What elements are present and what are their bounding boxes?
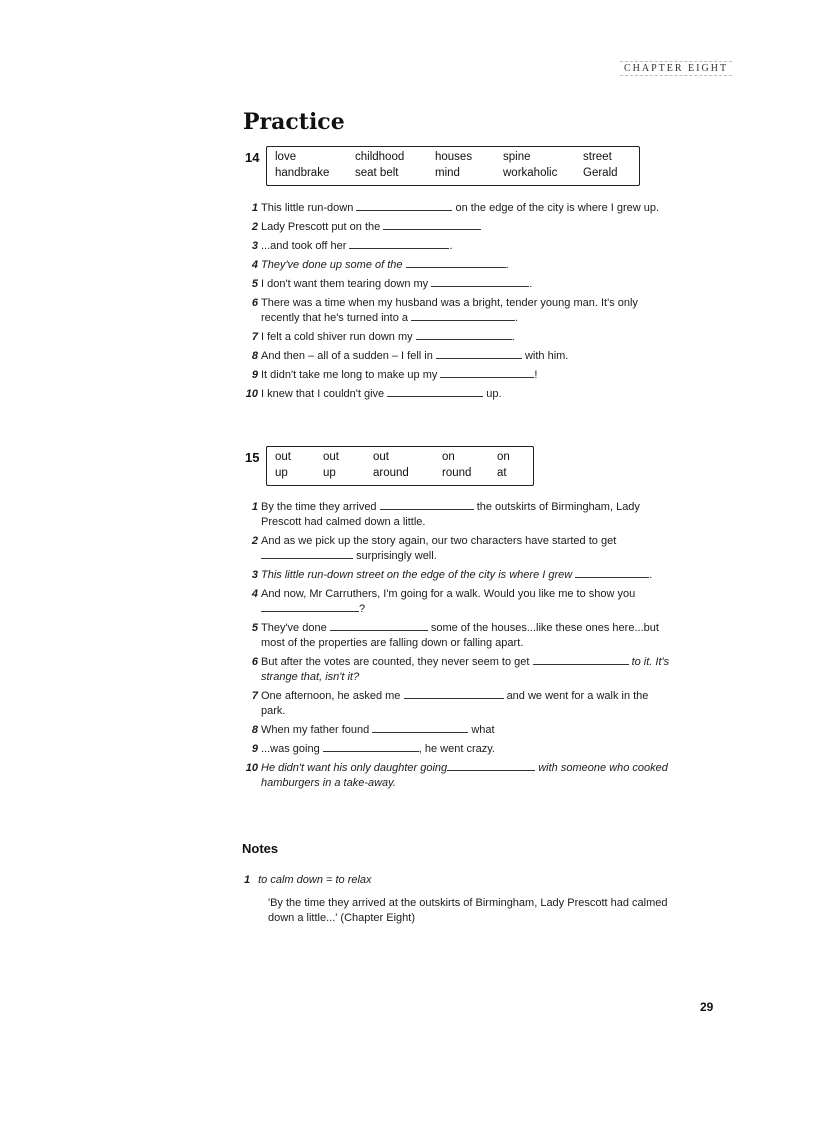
exercise-item: 7 I felt a cold shiver run down my . (251, 331, 515, 343)
exercise-item: 6 There was a time when my husband was a bright, tender young man. It's only recently that he's turned into a . (251, 297, 638, 324)
word-box-word: out (275, 451, 291, 463)
exercise-item: 8 When my father found what (251, 724, 495, 736)
notes-heading: Notes (242, 841, 279, 856)
word-box-word: up (323, 467, 336, 479)
word-box-word: love (275, 151, 297, 163)
exercise-item: 9 ...was going , he went crazy. (251, 743, 495, 755)
note-quote: 'By the time they arrived at the outskirts of Birmingham, Lady Prescott had calmed down a little...' (Chapter Eight) (268, 897, 668, 924)
word-box-word: workaholic (503, 167, 558, 179)
exercise-14-word-box (266, 146, 640, 186)
chapter-heading: CHAPTER EIGHT (620, 61, 732, 76)
exercise-15-number: 15 (245, 450, 260, 465)
exercise-item: 6 But after the votes are counted, they never seem to get to it. It's strange that, isn't it? (251, 656, 670, 683)
page-title: Practice (243, 109, 345, 135)
word-box-word: seat belt (355, 167, 399, 179)
exercise-item: 2 Lady Prescott put on the (245, 220, 675, 235)
exercise-item: 2 And as we pick up the story again, our two characters have started to get surprisingly well. (251, 535, 617, 562)
note-number: 1 (244, 874, 251, 886)
exercise-item: 3 This little run-down street on the edge of the city is where I grew . (251, 569, 653, 581)
word-box-word: houses (435, 151, 473, 163)
exercise-item: 9 It didn't take me long to make up my ! (251, 369, 538, 381)
word-box-word: up (275, 467, 288, 479)
note-phrase: to calm down = to relax (258, 874, 372, 886)
word-box-word: round (442, 467, 472, 479)
exercise-item: 1 This little run-down on the edge of the city is where I grew up. (251, 202, 660, 214)
word-box-word: handbrake (275, 167, 330, 179)
exercise-item: 10 He didn't want his only daughter going with someone who cooked hamburgers in a take-away. (245, 762, 668, 789)
word-box-word: Gerald (583, 167, 618, 179)
word-box-word: mind (435, 167, 460, 179)
exercise-item: 4 They've done up some of the . (251, 259, 509, 271)
word-box-word: out (323, 451, 339, 463)
exercise-15-items (245, 500, 675, 795)
word-box-word: street (583, 151, 612, 163)
word-box-word: on (442, 451, 455, 463)
note-item (244, 874, 372, 886)
exercise-item: 8 And then – all of a sudden – I fell in with him. (251, 350, 569, 362)
exercise-item: 7 One afternoon, he asked me and we went for a walk in the park. (251, 690, 649, 717)
exercise-item: 3 ...and took off her . (251, 240, 453, 252)
word-box-word: childhood (355, 151, 405, 163)
word-box-word: on (497, 451, 510, 463)
exercise-14-items (245, 201, 675, 406)
exercise-15-word-box (266, 446, 534, 486)
exercise-item: 5 I don't want them tearing down my . (251, 278, 533, 290)
word-box-word: around (373, 467, 409, 479)
exercise-item: 1 By the time they arrived the outskirts of Birmingham, Lady Prescott had calmed down a little. (251, 501, 640, 528)
exercise-14-number: 14 (245, 150, 260, 165)
page-number: 29 (700, 1000, 714, 1014)
exercise-item: 5 They've done some of the houses...like these ones here...but most of the properties are falling down or falling apart. (251, 622, 659, 649)
word-box-word: spine (503, 151, 531, 163)
word-box-word: out (373, 451, 389, 463)
word-box-word: at (497, 467, 507, 479)
exercise-item: 4 And now, Mr Carruthers, I'm going for a walk. Would you like me to show you ? (251, 588, 636, 615)
exercise-item: 10 I knew that I couldn't give up. (245, 388, 502, 400)
